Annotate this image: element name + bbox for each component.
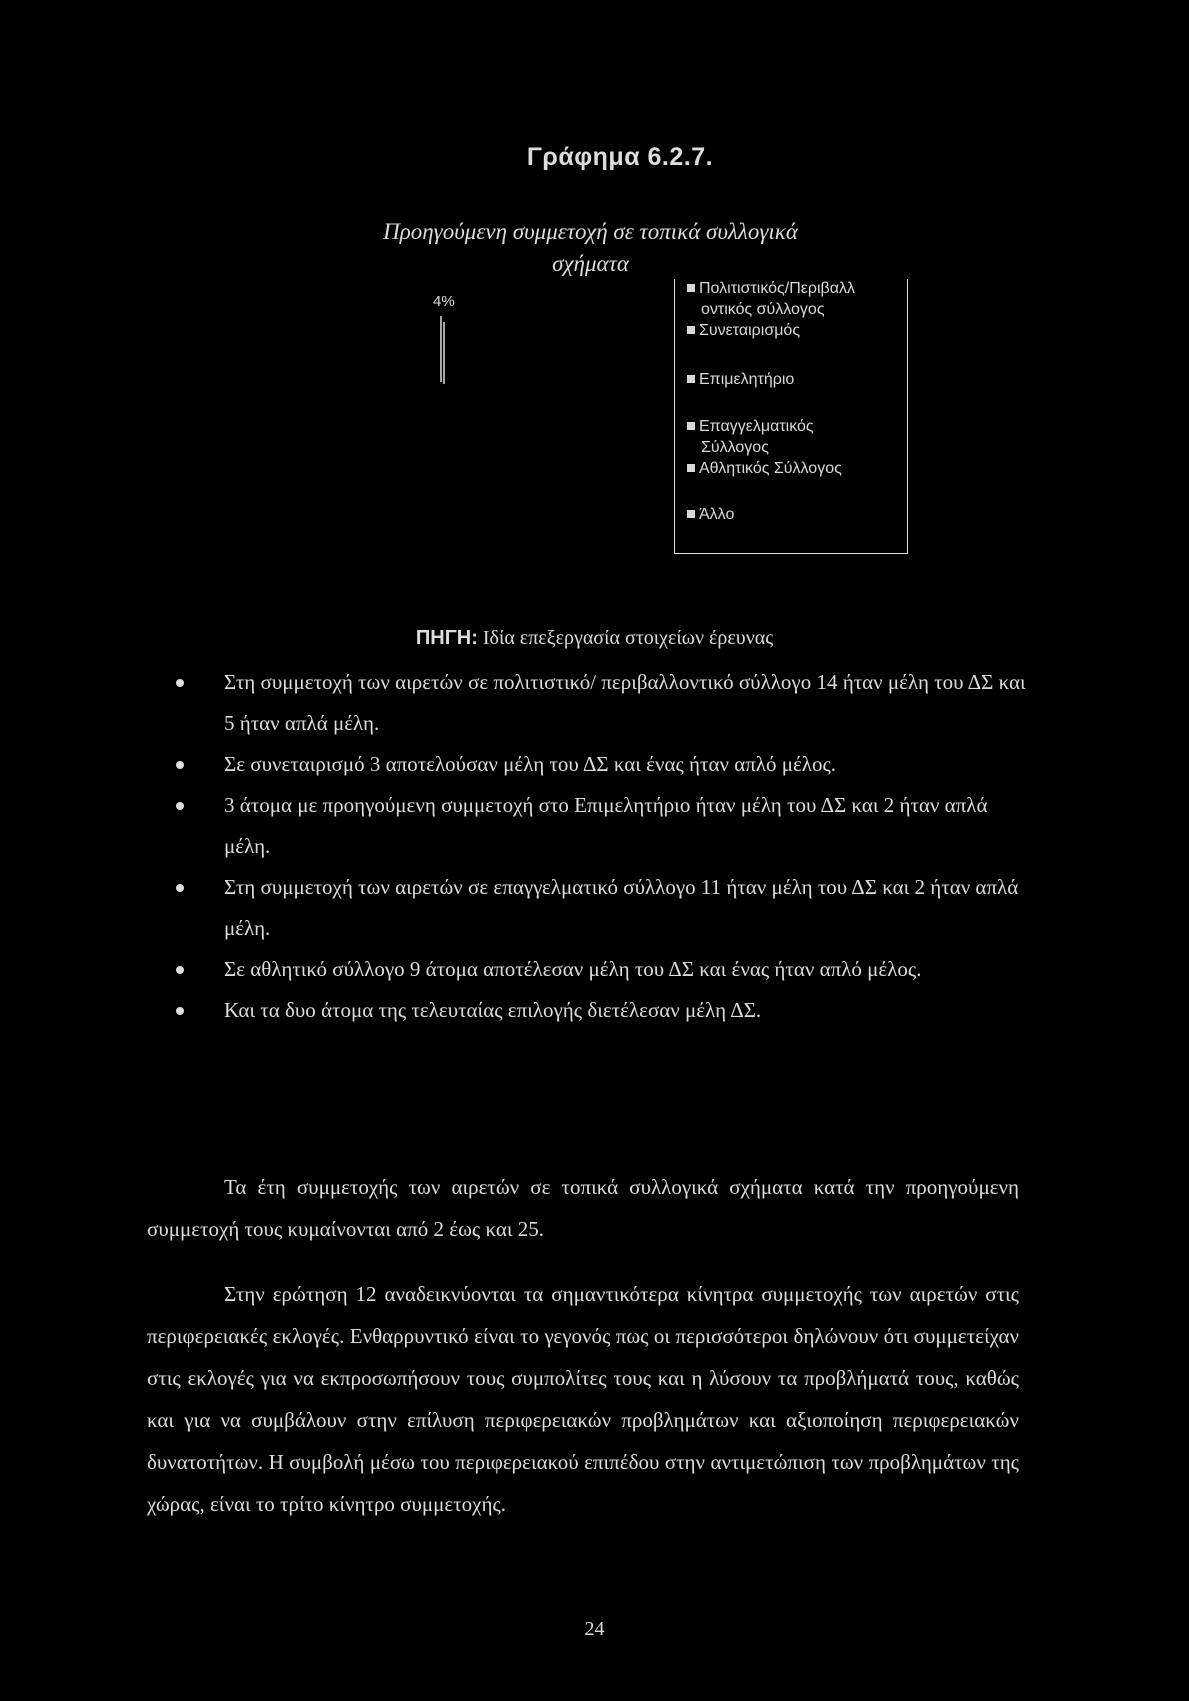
legend-label: Επιμελητήριο xyxy=(699,371,795,388)
figure-label: Γράφημα 6.2.7. xyxy=(526,143,714,171)
bullet-icon xyxy=(176,679,184,687)
list-item xyxy=(176,662,1026,744)
legend-item-cultural xyxy=(687,278,903,320)
bullet-icon xyxy=(176,1007,184,1015)
bullet-icon xyxy=(176,884,184,892)
legend-item-other xyxy=(687,504,903,525)
legend-item-professional xyxy=(687,416,903,458)
source-text: Ιδία επεξεργασία στοιχείων έρευνας xyxy=(477,627,774,649)
list-item xyxy=(176,744,1026,785)
legend-label: Πολιτιστικός/Περιβαλλ xyxy=(699,280,855,297)
list-item xyxy=(176,990,1026,1031)
list-item xyxy=(176,867,1026,949)
pie-data-label: 4% xyxy=(433,293,455,310)
legend-marker xyxy=(687,464,695,472)
bullet-list xyxy=(176,662,1026,1031)
bullet-icon xyxy=(176,802,184,810)
legend-label-cont: Σύλλογος xyxy=(701,439,769,456)
chart-title-line-1: Προηγούμενη συμμετοχή σε τοπικά συλλογικά xyxy=(383,219,798,244)
page-number: 24 xyxy=(584,1618,605,1640)
legend-marker xyxy=(687,326,695,334)
legend-marker xyxy=(687,510,695,518)
bullet-text: Σε αθλητικό σύλλογο 9 άτομα αποτέλεσαν μέλη του ΔΣ και ένας ήταν απλό μέλος. xyxy=(224,957,922,981)
legend-label: Επαγγελματικός xyxy=(699,418,814,435)
legend-item-chamber xyxy=(687,369,903,390)
legend-item-sports xyxy=(687,458,903,479)
bullet-icon xyxy=(176,966,184,974)
source-label: ΠΗΓΗ: xyxy=(415,627,478,649)
legend-label: Άλλο xyxy=(699,506,735,523)
paragraph-years: Τα έτη συμμετοχής των αιρετών σε τοπικά συλλογικά σχήματα κατά την προηγούμενη συμμετοχή τους κυμαίνονται από 2 έως και 25. xyxy=(147,1175,1019,1241)
bullet-text: Στη συμμετοχή των αιρετών σε πολιτιστικό/ περιβαλλοντικό σύλλογο 14 ήταν μέλη του ΔΣ και 5 ήταν απλά μέλη. xyxy=(224,670,1026,735)
bullet-icon xyxy=(176,761,184,769)
legend-label: Συνεταιρισμός xyxy=(699,322,801,339)
pie-chart xyxy=(420,280,460,390)
bullet-text: Στη συμμετοχή των αιρετών σε επαγγελματικό σύλλογο 11 ήταν μέλη του ΔΣ και 2 ήταν απλά μέλη. xyxy=(224,875,1019,940)
list-item xyxy=(176,949,1026,990)
source-note xyxy=(0,627,1189,650)
list-item xyxy=(176,785,1026,867)
legend-marker xyxy=(687,284,695,292)
chart-title xyxy=(0,216,1181,280)
bullet-text: Σε συνεταιρισμό 3 αποτελούσαν μέλη του ΔΣ και ένας ήταν απλό μέλος. xyxy=(224,752,837,776)
legend-marker xyxy=(687,375,695,383)
chart-legend xyxy=(674,279,908,554)
legend-item-cooperative xyxy=(687,320,903,341)
paragraph-motives: Στην ερώτηση 12 αναδεικνύονται τα σημαντικότερα κίνητρα συμμετοχής των αιρετών στις περιφερειακές εκλογές. Ενθαρρυντικό είναι το γεγονός πως οι περισσότεροι δηλώνουν ότι συμμετείχαν στις εκλογές για να εκπροσωπήσουν τους συμπολίτες τους και η λύσουν τα προβλήματά τους, καθώς και για να συμβάλουν στην επίλυση περιφερειακών προβλημάτων και αξιοποίηση περιφερειακών δυνατοτήτων. Η συμβολή μέσω του περιφερειακού επιπέδου στην αντιμετώπιση των προβλημάτων της χώρας, είναι το τρίτο κίνητρο συμμετοχής. xyxy=(147,1282,1019,1516)
legend-marker xyxy=(687,422,695,430)
legend-label: Αθλητικός Σύλλογος xyxy=(699,460,842,477)
bullet-text: 3 άτομα με προηγούμενη συμμετοχή στο Επιμελητήριο ήταν μέλη του ΔΣ και 2 ήταν απλά μέλη. xyxy=(224,793,988,858)
bullet-text: Και τα δυο άτομα της τελευταίας επιλογής διετέλεσαν μέλη ΔΣ. xyxy=(224,998,762,1022)
legend-label-cont: οντικός σύλλογος xyxy=(701,301,825,318)
chart-title-line-2: σχήματα xyxy=(552,251,629,276)
